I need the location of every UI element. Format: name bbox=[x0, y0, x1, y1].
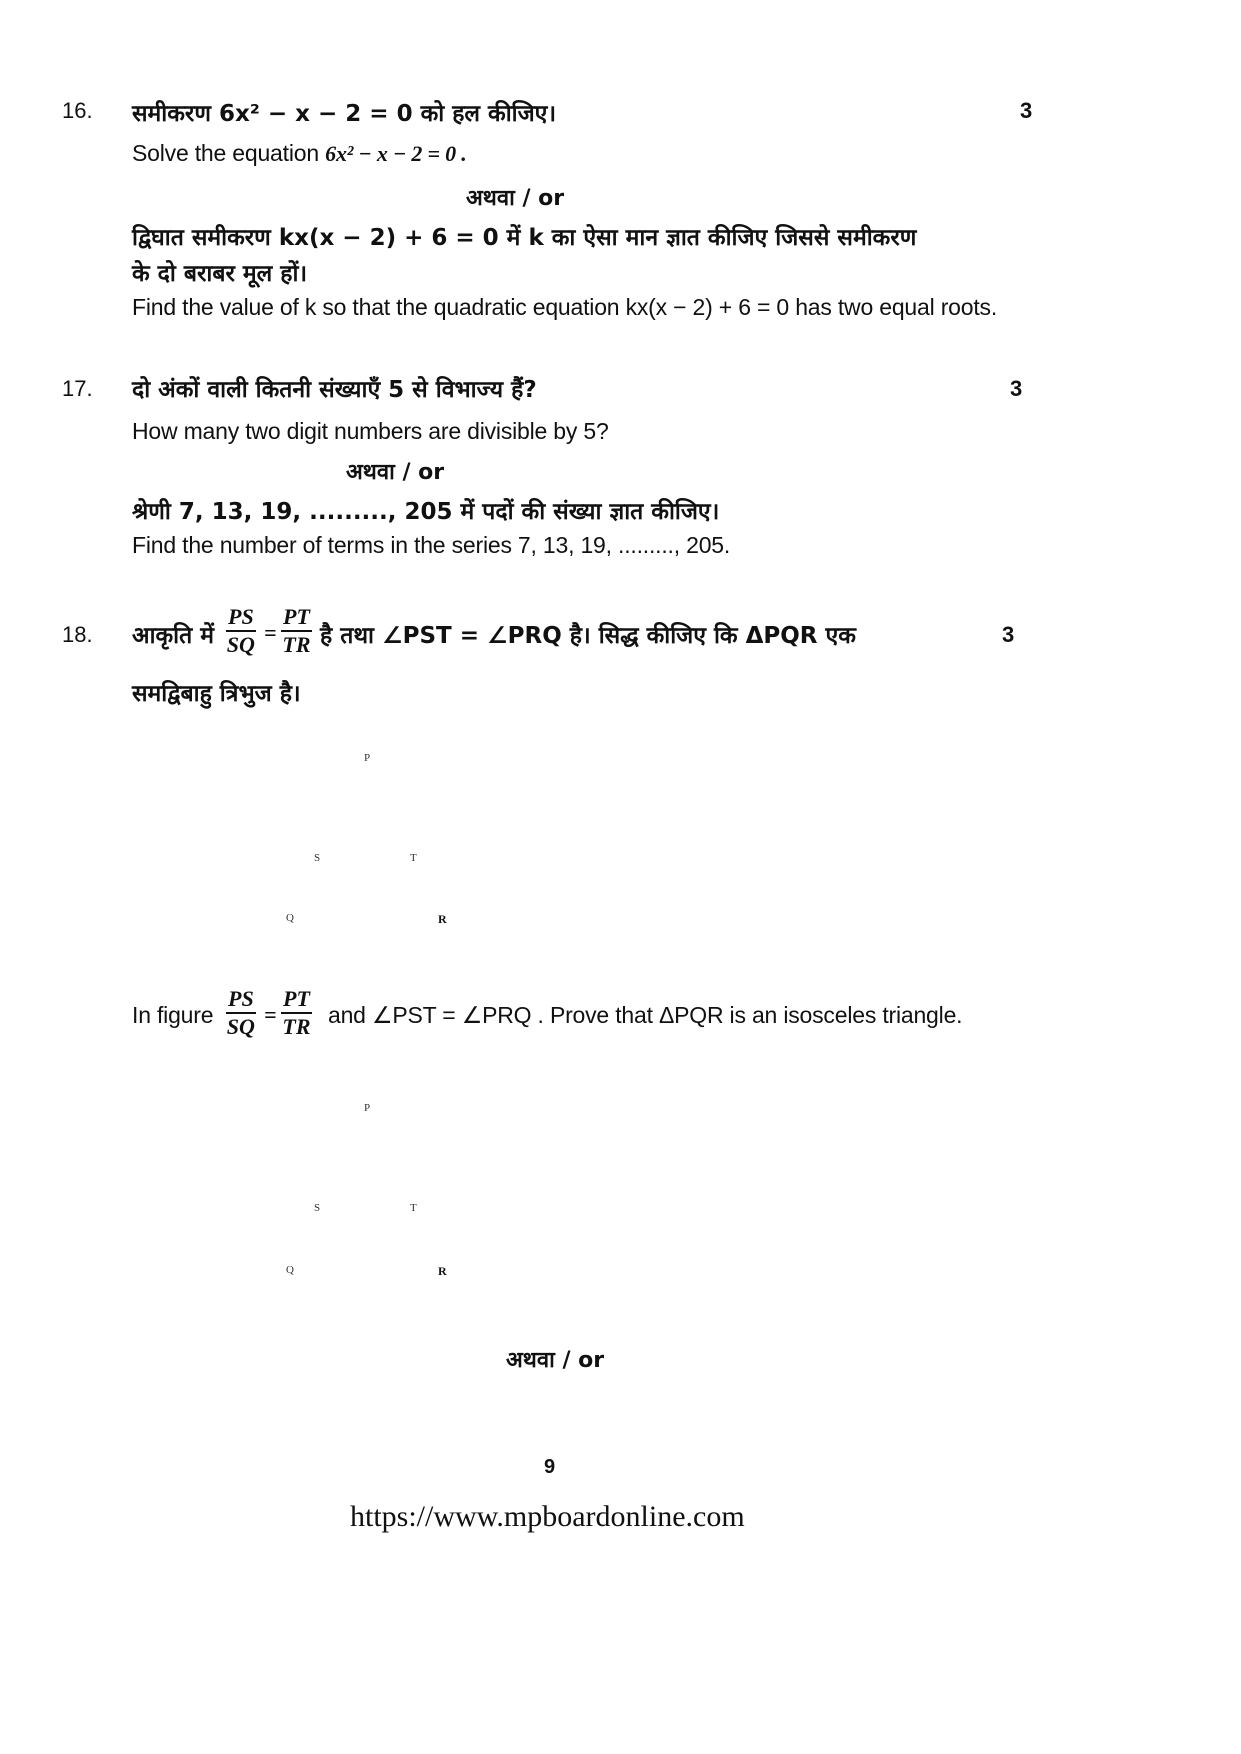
marks: 3 bbox=[1002, 622, 1015, 647]
alt-english: Find the number of terms in the series 7, 13, 19, ........., 205. bbox=[132, 532, 731, 558]
vertex-label-t: T bbox=[410, 852, 417, 864]
vertex-label-p: P bbox=[364, 752, 371, 764]
alt-english: Find the value of k so that the quadratic equation kx(x − 2) + 6 = 0 has two equal roots. bbox=[132, 294, 998, 320]
equation: 6x² − x − 2 = 0 . bbox=[325, 141, 467, 166]
question-english: How many two digit numbers are divisible by 5? bbox=[132, 418, 609, 444]
question-english-prefix: In figure bbox=[132, 1002, 214, 1028]
question-hindi: समीकरण 6x² − x − 2 = 0 को हल कीजिए। bbox=[132, 101, 557, 127]
question-number: 18. bbox=[62, 622, 93, 647]
or-separator: अथवा / or bbox=[466, 186, 565, 211]
alt-hindi-line-2: के दो बराबर मूल हों। bbox=[132, 261, 308, 287]
vertex-label-t: T bbox=[410, 1202, 417, 1214]
equals-sign-english: = bbox=[264, 1002, 277, 1027]
fraction-ps-sq-english: $\frac{PS}{SQ}$ bbox=[226, 986, 255, 1039]
question-hindi-mid: है तथा ∠PST = ∠PRQ है। सिद्ध कीजिए कि ΔPQR एक bbox=[320, 623, 856, 649]
or-separator: अथवा / or bbox=[346, 460, 445, 485]
question-hindi: दो अंकों वाली कितनी संख्याएँ 5 से विभाज्य हैं? bbox=[132, 377, 537, 403]
vertex-label-r: R bbox=[438, 912, 447, 926]
equals-sign: = bbox=[264, 620, 277, 645]
page-number: 9 bbox=[544, 1456, 556, 1478]
vertex-label-s: S bbox=[314, 852, 321, 864]
vertex-label-q: Q bbox=[286, 1264, 294, 1276]
marks: 3 bbox=[1010, 376, 1023, 401]
question-number: 17. bbox=[62, 376, 93, 401]
alt-hindi-line-1: द्विघात समीकरण kx(x − 2) + 6 = 0 में k का ऐसा मान ज्ञात कीजिए जिससे समीकरण bbox=[132, 225, 917, 251]
vertex-label-r: R bbox=[438, 1264, 447, 1278]
vertex-label-p: P bbox=[364, 1102, 371, 1114]
question-hindi-line-2: समद्विबाहु त्रिभुज है। bbox=[132, 681, 301, 707]
vertex-label-s: S bbox=[314, 1202, 321, 1214]
fraction-pt-tr-english: $\frac{PT}{TR}$ bbox=[282, 986, 311, 1039]
question-english: Solve the equation 6x² − x − 2 = 0 . bbox=[132, 140, 467, 166]
footer-url[interactable]: https://www.mpboardonline.com bbox=[350, 1500, 745, 1533]
or-separator: अथवा / or bbox=[506, 1348, 605, 1373]
question-hindi-prefix: आकृति में bbox=[132, 623, 214, 649]
fraction-ps-sq: $\frac{PS}{SQ}$ bbox=[226, 604, 255, 657]
vertex-label-q: Q bbox=[286, 912, 294, 924]
question-english-suffix: and ∠PST = ∠PRQ . Prove that ΔPQR is an isosceles triangle. bbox=[328, 1002, 963, 1028]
fraction-pt-tr: $\frac{PT}{TR}$ bbox=[282, 604, 311, 657]
marks: 3 bbox=[1020, 98, 1033, 123]
alt-hindi: श्रेणी 7, 13, 19, ........., 205 में पदों की संख्या ज्ञात कीजिए। bbox=[132, 499, 720, 525]
question-number: 16. bbox=[62, 98, 93, 123]
